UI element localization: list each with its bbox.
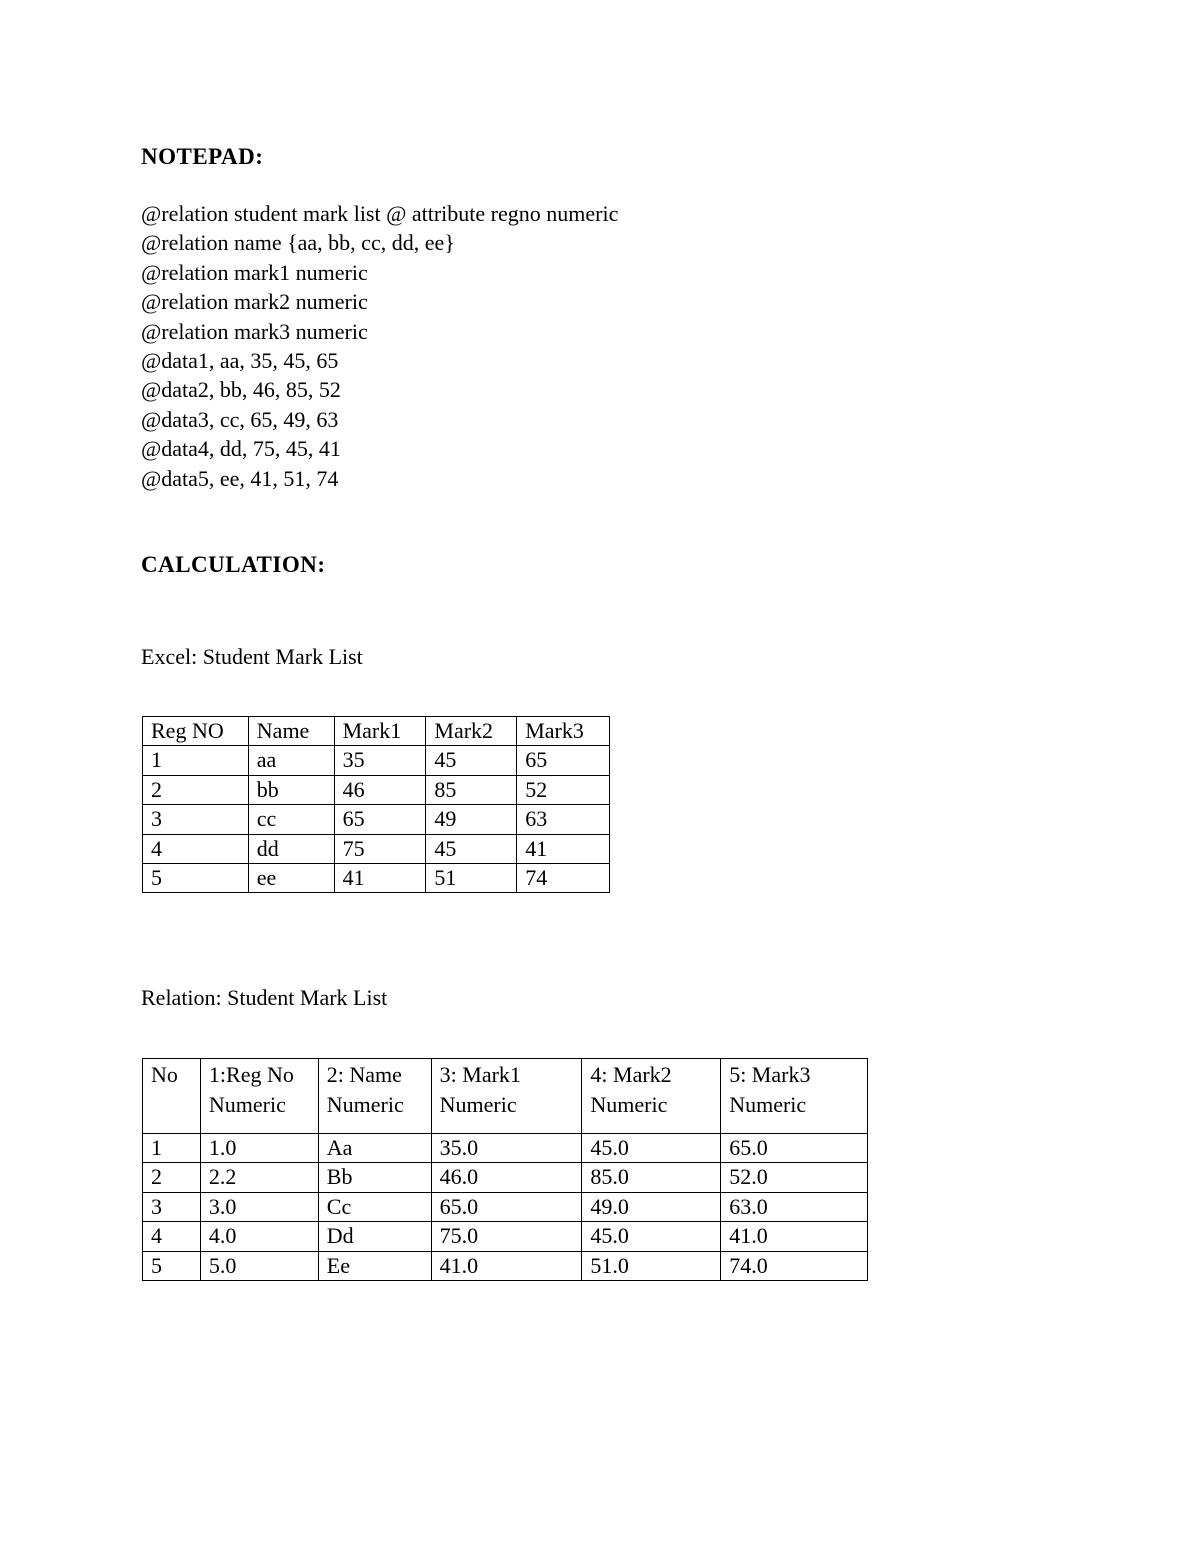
column-header — [200, 1059, 318, 1134]
notepad-lines — [141, 199, 618, 493]
table-cell: 75 — [334, 834, 426, 863]
table-cell: 74.0 — [721, 1251, 868, 1280]
table-row — [143, 775, 610, 804]
excel-caption: Excel: Student Mark List — [141, 644, 363, 669]
table-cell: 2 — [143, 1163, 201, 1192]
table-cell: 5 — [143, 863, 249, 892]
table-cell: 63.0 — [721, 1192, 868, 1221]
table-cell: 45 — [426, 834, 517, 863]
notepad-line: @relation mark1 numeric — [141, 259, 368, 285]
table-cell: dd — [248, 834, 334, 863]
table-row — [143, 1163, 868, 1192]
table-cell: 65.0 — [721, 1134, 868, 1163]
column-header: Mark2 — [426, 717, 517, 746]
table-row — [143, 1251, 868, 1280]
table-cell: 35 — [334, 746, 426, 775]
table-cell: 41 — [517, 834, 610, 863]
table-row — [143, 746, 610, 775]
column-header-type: Numeric — [439, 1092, 517, 1117]
column-header: Reg NO — [143, 717, 249, 746]
column-header: Name — [248, 717, 334, 746]
table-cell: bb — [248, 775, 334, 804]
table-cell: 2 — [143, 775, 249, 804]
table-cell: aa — [248, 746, 334, 775]
notepad-line: @relation student mark list @ attribute regno numeric — [141, 201, 619, 226]
table-cell: 74 — [517, 863, 610, 892]
table-row — [143, 834, 610, 863]
table-cell: 63 — [517, 805, 610, 834]
table-cell: 49 — [426, 805, 517, 834]
table-cell: 35.0 — [431, 1134, 582, 1163]
table-cell: 51 — [426, 863, 517, 892]
table-cell: 4 — [143, 834, 249, 863]
table-cell: 45.0 — [582, 1222, 721, 1251]
column-header: Mark1 — [334, 717, 426, 746]
notepad-line: @data2, bb, 46, 85, 52 — [141, 377, 341, 403]
column-header-type: Numeric — [326, 1092, 404, 1117]
column-header — [721, 1059, 868, 1134]
column-header — [143, 1059, 201, 1134]
relation-caption: Relation: Student Mark List — [141, 985, 388, 1010]
table-cell: 5.0 — [200, 1251, 318, 1280]
table-cell: 3 — [143, 1192, 201, 1221]
table-cell: 2.2 — [200, 1163, 318, 1192]
notepad-line: @relation name {aa, bb, cc, dd, ee} — [141, 230, 455, 256]
column-header: Mark3 — [517, 717, 610, 746]
relation-table — [142, 1058, 868, 1281]
table-cell: 41 — [334, 863, 426, 892]
table-cell: 65 — [517, 746, 610, 775]
table-cell: 46 — [334, 775, 426, 804]
table-cell: Cc — [318, 1192, 431, 1221]
excel-table — [142, 716, 610, 893]
notepad-line: @data5, ee, 41, 51, 74 — [141, 465, 339, 491]
calculation-heading: CALCULATION: — [141, 552, 326, 577]
table-cell: 1.0 — [200, 1134, 318, 1163]
table-cell: Aa — [318, 1134, 431, 1163]
column-header — [582, 1059, 721, 1134]
table-cell: Ee — [318, 1251, 431, 1280]
table-cell: 45.0 — [582, 1134, 721, 1163]
table-cell: 46.0 — [431, 1163, 582, 1192]
table-cell: 85.0 — [582, 1163, 721, 1192]
column-header-type: Numeric — [590, 1092, 668, 1117]
notepad-line: @data1, aa, 35, 45, 65 — [141, 348, 339, 374]
table-cell: 1 — [143, 746, 249, 775]
notepad-line: @data4, dd, 75, 45, 41 — [141, 436, 341, 462]
notepad-line: @relation mark3 numeric — [141, 318, 368, 344]
column-header-title: 1:Reg No — [208, 1062, 294, 1087]
table-cell: 1 — [143, 1134, 201, 1163]
notepad-line: @relation mark2 numeric — [141, 289, 368, 315]
column-header-title: 5: Mark3 — [729, 1062, 811, 1087]
table-cell: 52.0 — [721, 1163, 868, 1192]
table-row — [143, 1192, 868, 1221]
table-header-row — [143, 717, 610, 746]
table-cell: 41.0 — [431, 1251, 582, 1280]
column-header-title: 2: Name — [326, 1062, 402, 1087]
table-cell: 4.0 — [200, 1222, 318, 1251]
table-cell: 41.0 — [721, 1222, 868, 1251]
table-cell: 51.0 — [582, 1251, 721, 1280]
table-row — [143, 1134, 868, 1163]
table-row — [143, 863, 610, 892]
table-cell: 65 — [334, 805, 426, 834]
column-header — [431, 1059, 582, 1134]
column-header-title: No — [151, 1062, 178, 1087]
column-header-title: 3: Mark1 — [439, 1062, 521, 1087]
table-cell: 3 — [143, 805, 249, 834]
table-cell: ee — [248, 863, 334, 892]
table-cell: 4 — [143, 1222, 201, 1251]
table-row — [143, 805, 610, 834]
table-cell: 5 — [143, 1251, 201, 1280]
column-header-type: Numeric — [729, 1092, 807, 1117]
table-cell: 3.0 — [200, 1192, 318, 1221]
table-cell: 65.0 — [431, 1192, 582, 1221]
column-header-type: Numeric — [208, 1092, 286, 1117]
table-cell: 52 — [517, 775, 610, 804]
notepad-heading: NOTEPAD: — [141, 144, 264, 169]
column-header — [318, 1059, 431, 1134]
column-header-title: 4: Mark2 — [590, 1062, 672, 1087]
table-cell: 49.0 — [582, 1192, 721, 1221]
table-cell: 85 — [426, 775, 517, 804]
table-header-row — [143, 1059, 868, 1134]
notepad-line: @data3, cc, 65, 49, 63 — [141, 406, 339, 432]
table-cell: cc — [248, 805, 334, 834]
table-cell: 75.0 — [431, 1222, 582, 1251]
table-cell: Bb — [318, 1163, 431, 1192]
table-row — [143, 1222, 868, 1251]
table-cell: Dd — [318, 1222, 431, 1251]
table-cell: 45 — [426, 746, 517, 775]
